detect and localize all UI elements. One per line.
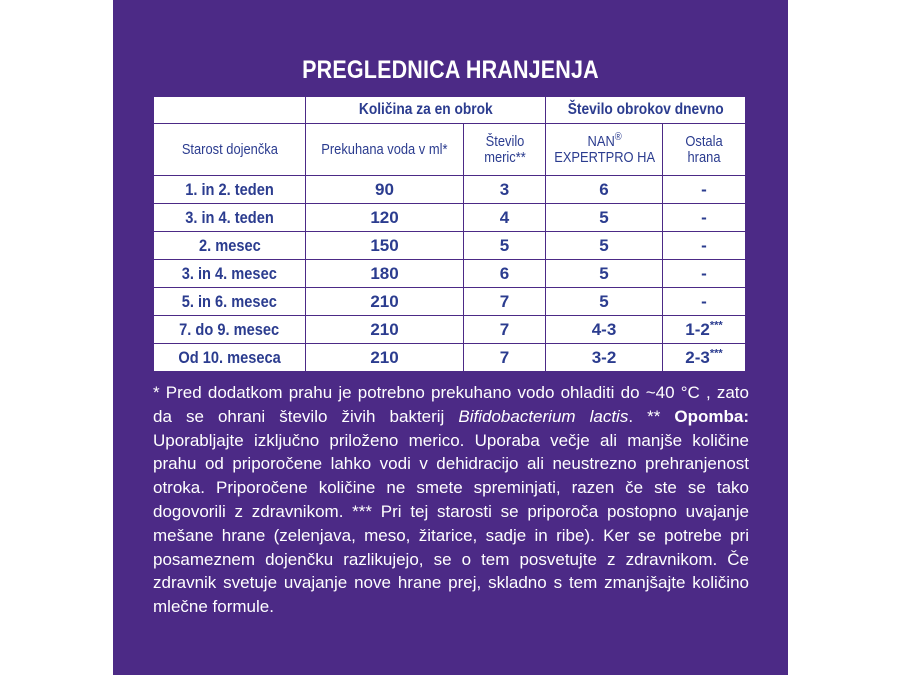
footnote-text	[153, 381, 749, 619]
header-empty-cell	[154, 97, 306, 124]
cell-age: 7. do 9. mesec	[154, 316, 306, 344]
cell-water: 90	[306, 176, 464, 204]
cell-scoops: 7	[464, 288, 546, 316]
cell-nan: 5	[546, 232, 663, 260]
cell-scoops: 4	[464, 204, 546, 232]
table-row	[154, 204, 746, 232]
cell-nan: 5	[546, 260, 663, 288]
cell-age: 3. in 4. teden	[154, 204, 306, 232]
cell-scoops: 6	[464, 260, 546, 288]
cell-scoops: 7	[464, 316, 546, 344]
feeding-chart-panel	[113, 0, 788, 675]
cell-other: -	[663, 176, 746, 204]
col-header-age: Starost dojenčka	[154, 124, 306, 176]
col-header-other-food: Ostala hrana	[663, 124, 746, 176]
col-header-water: Prekuhana voda v ml*	[306, 124, 464, 176]
cell-age: 2. mesec	[154, 232, 306, 260]
note-label: Opomba:	[674, 406, 749, 426]
cell-water: 120	[306, 204, 464, 232]
table-row	[154, 316, 746, 344]
table-row	[154, 260, 746, 288]
cell-scoops: 3	[464, 176, 546, 204]
cell-water: 180	[306, 260, 464, 288]
cell-scoops: 5	[464, 232, 546, 260]
cell-age: Od 10. meseca	[154, 344, 306, 372]
cell-other: -	[663, 288, 746, 316]
col-header-nan: NAN® EXPERTPRO HA	[546, 124, 663, 176]
feeding-table	[153, 96, 746, 372]
cell-water: 210	[306, 316, 464, 344]
cell-other: 2-3***	[663, 344, 746, 372]
cell-other: -	[663, 204, 746, 232]
cell-nan: 3-2	[546, 344, 663, 372]
cell-age: 3. in 4. mesec	[154, 260, 306, 288]
cell-age: 5. in 6. mesec	[154, 288, 306, 316]
table-row	[154, 176, 746, 204]
cell-water: 210	[306, 344, 464, 372]
cell-nan: 4-3	[546, 316, 663, 344]
footnote-part2: . **	[628, 406, 675, 426]
col-header-scoops: Število meric**	[464, 124, 546, 176]
table-row	[154, 288, 746, 316]
cell-other: 1-2***	[663, 316, 746, 344]
table-row	[154, 344, 746, 372]
bacteria-species: Bifidobacterium lactis	[458, 406, 629, 426]
cell-other: -	[663, 260, 746, 288]
footnote-part3: Uporabljajte izključno priloženo merico. Uporaba večje ali manjše količine prahu od priporočene lahko vodi v dehidracijo ali neustrezno prehranjenost otroka. Priporočene količine ne smete spreminjati, razen če ste se tako dogovorili z zdravnikom. *** Pri tej starosti se priporoča postopno uvajanje mešane hrane (zelenjava, meso, žitarice, sadje in ribe). Ker se potrebe pri posameznem dojenčku razlikujejo, se o tem posvetujte z zdravnikom. Če zdravnik svetuje uvajanje nove hrane prej, skladno s tem zmanjšajte količino mlečne formule.	[153, 430, 749, 617]
cell-scoops: 7	[464, 344, 546, 372]
cell-nan: 6	[546, 176, 663, 204]
cell-other: -	[663, 232, 746, 260]
cell-nan: 5	[546, 288, 663, 316]
cell-age: 1. in 2. teden	[154, 176, 306, 204]
group-header-per-meal: Količina za en obrok	[306, 97, 546, 124]
cell-nan: 5	[546, 204, 663, 232]
page-title: PREGLEDNICA HRANJENJA	[302, 56, 599, 84]
cell-water: 210	[306, 288, 464, 316]
footnote-part1: * Pred dodatkom prahu je potrebno prekuhano vodo ohladiti do ~40 °C , zato da se ohrani število živih bakterij	[153, 383, 749, 426]
cell-water: 150	[306, 232, 464, 260]
group-header-meals-per-day: Število obrokov dnevno	[546, 97, 746, 124]
table-row	[154, 232, 746, 260]
